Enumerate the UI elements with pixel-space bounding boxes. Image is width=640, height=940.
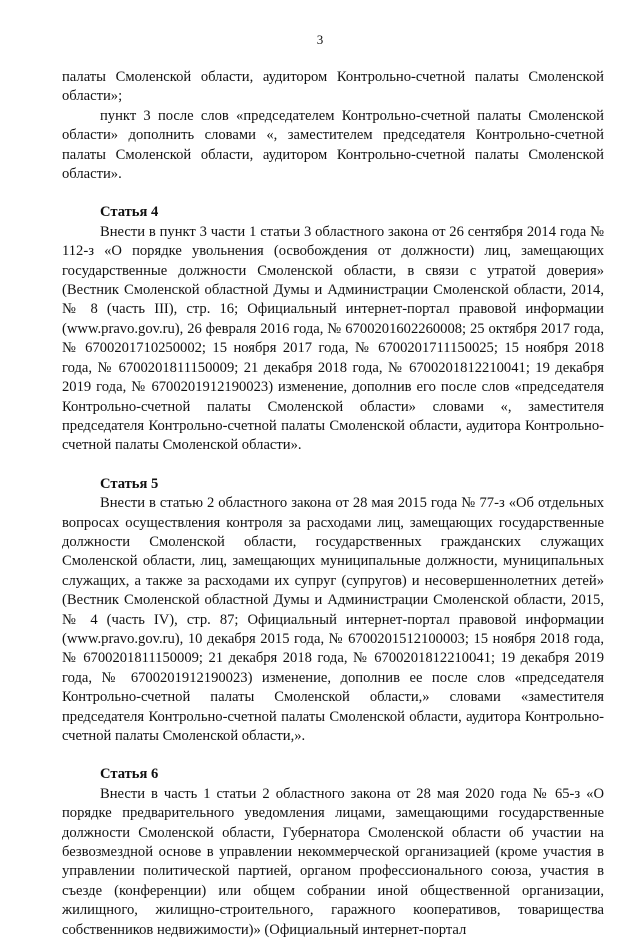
paragraph-continuation: палаты Смоленской области, аудитором Контрольно-счетной палаты Смоленской области»; [62,69,604,105]
article-6-heading: Статья 6 [100,766,159,783]
article-4-heading: Статья 4 [100,204,159,221]
article-5-heading: Статья 5 [100,475,159,492]
article-6-text: Внести в часть 1 статьи 2 областного закона от 28 мая 2020 года № 65-з «О порядке предварительного уведомления лицами, замещающими государственные должности Смоленской области, Губернатора Смоленской области об участии на безвозмездной основе в управлении некоммерческой организацией (кроме участия в управлении политической партией, органом профессионального союза, участия в съезде (конференции) или общем собрании иной общественной организации, жилищного, жилищно-строительного, гаражного кооперативов, товарищества собственников недвижимости)» (Официальный интернет-портал [62,785,604,938]
paragraph-point-3: пункт 3 после слов «председателем Контрольно-счетной палаты Смоленской области» дополнить словами «, заместителем председателя Контрольно-счетной палаты Смоленской области, аудитором Контрольно-счетной палаты Смоленской области». [62,107,604,183]
document-body [62,68,604,940]
article-4-text: Внести в пункт 3 части 1 статьи 3 областного закона от 26 сентября 2014 года № 112-з «О порядке увольнения (освобождения от должности) лиц, замещающих государственные должности Смоленской области, в связи с утратой доверия» (Вестник Смоленской областной Думы и Администрации Смоленской области, 2014, № 8 (часть III), стр. 16; Официальный интернет-портал правовой информации (www.pravo.gov.ru), 26 февраля 2016 года, № 6700201602260008; 25 октября 2017 года, № 6700201710250002; 15 ноября 2017 года, № 6700201711150025; 15 ноября 2018 года, № 6700201811150009; 21 декабря 2018 года, № 6700201812210041; 19 декабря 2019 года, № 6700201912190023) изменение, дополнив его после слов «председателя Контрольно-счетной палаты Смоленской области» словами «, заместителя председателя Контрольно-счетной палаты Смоленской области, аудитора Контрольно-счетной палаты Смоленской области». [62,223,604,454]
article-5-text: Внести в статью 2 областного закона от 28 мая 2015 года № 77-з «Об отдельных вопросах осуществления контроля за расходами лиц, замещающих государственные должности Смоленской области, государственных гражданских служащих Смоленской области, лиц, замещающих муниципальные должности, муниципальных служащих, а также за расходами их супруг (супругов) и несовершеннолетних детей» (Вестник Смоленской областной Думы и Администрации Смоленской области, 2015, № 4 (часть IV), стр. 87; Официальный интернет-портал правовой информации (www.pravo.gov.ru), 10 декабря 2015 года, № 6700201512100003; 15 ноября 2018 года, № 6700201811150009; 21 декабря 2018 года, № 6700201812210041; 19 декабря 2019 года, № 6700201912190023) изменение, дополнив ее после слов «председателя Контрольно-счетной палаты Смоленской области,» словами «заместителя председателя Контрольно-счетной палаты Смоленской области, аудитора Контрольно-счетной палаты Смоленской области,». [62,495,604,744]
page-number: 3 [316,32,324,47]
